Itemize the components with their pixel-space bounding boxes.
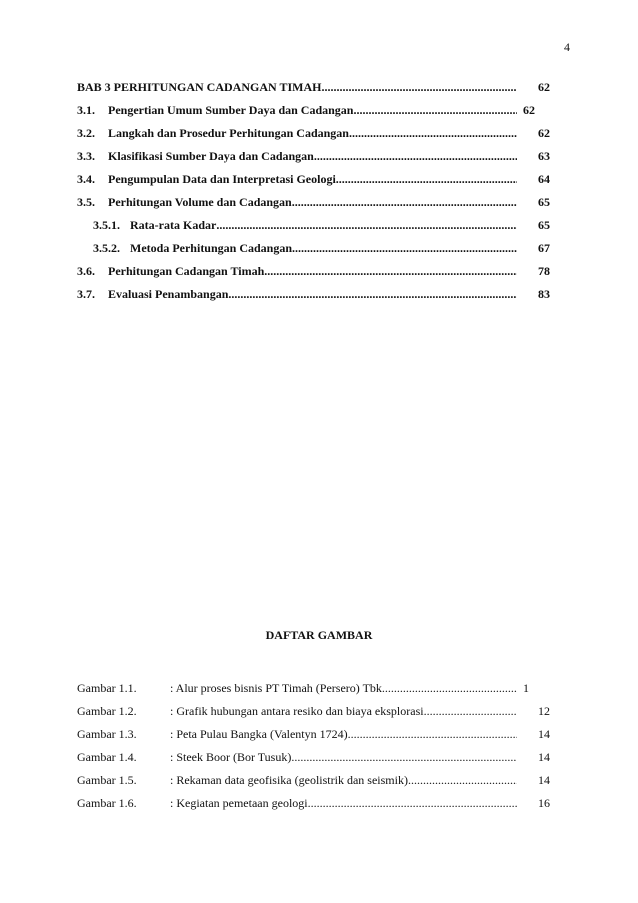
toc-entry-page: 62: [538, 126, 550, 140]
toc-entry-number: 3.3.: [77, 149, 95, 163]
figure-leader-dots: [291, 750, 517, 765]
toc-entry-number: 3.6.: [77, 264, 95, 278]
toc-entry-number: 3.5.2.: [93, 241, 120, 255]
toc-entry-title: Rata-rata Kadar: [130, 218, 217, 232]
figure-caption: : Peta Pulau Bangka (Valentyn 1724): [170, 727, 348, 741]
toc-entry-number: 3.5.: [77, 195, 95, 209]
toc-entry-title: BAB 3 PERHITUNGAN CADANGAN TIMAH: [77, 80, 322, 94]
toc-entry-3-5-2[interactable]: [93, 241, 550, 261]
toc-entry-title: Perhitungan Volume dan Cadangan: [108, 195, 292, 209]
figure-label: Gambar 1.1.: [77, 681, 137, 695]
figure-page: 14: [538, 727, 550, 741]
toc-entry-page: 65: [538, 218, 550, 232]
toc-entry-number: 3.1.: [77, 103, 95, 117]
figure-entry-1-5[interactable]: [77, 773, 550, 793]
toc-entry-3-5-1[interactable]: [93, 218, 550, 238]
toc-entry-number: 3.2.: [77, 126, 95, 140]
figure-page: 1: [523, 681, 529, 695]
figure-caption: : Grafik hubungan antara resiko dan biaya eksplorasi: [170, 704, 424, 718]
toc-leader-dots: [349, 126, 517, 141]
toc-leader-dots: [216, 218, 517, 233]
toc-leader-dots: [353, 103, 517, 118]
toc-entry-title: Perhitungan Cadangan Timah: [108, 264, 265, 278]
toc-leader-dots: [264, 264, 517, 279]
figure-entry-1-6[interactable]: [77, 796, 550, 816]
toc-entry-3-1[interactable]: [77, 103, 550, 123]
figure-caption: : Rekaman data geofisika (geolistrik dan seismik): [170, 773, 408, 787]
toc-entry-3-6[interactable]: [77, 264, 550, 284]
figure-label: Gambar 1.3.: [77, 727, 137, 741]
toc-entry-3-3[interactable]: [77, 149, 550, 169]
toc-entry-title: Evaluasi Penambangan: [108, 287, 229, 301]
toc-entry-3-5[interactable]: [77, 195, 550, 215]
figure-caption: : Steek Boor (Bor Tusuk): [170, 750, 292, 764]
toc-leader-dots: [292, 195, 517, 210]
toc-entry-page: 64: [538, 172, 550, 186]
toc-entry-page: 62: [523, 103, 535, 117]
toc-entry-page: 65: [538, 195, 550, 209]
figure-leader-dots: [308, 796, 517, 811]
toc-entry-3-2[interactable]: [77, 126, 550, 146]
toc-entry-page: 63: [538, 149, 550, 163]
figure-label: Gambar 1.2.: [77, 704, 137, 718]
figure-entry-1-2[interactable]: [77, 704, 550, 724]
toc-entry-number: 3.4.: [77, 172, 95, 186]
toc-entry-title: Pengumpulan Data dan Interpretasi Geologi: [108, 172, 336, 186]
toc-entry-3-4[interactable]: [77, 172, 550, 192]
toc-entry-number: 3.7.: [77, 287, 95, 301]
toc-leader-dots: [314, 149, 517, 164]
toc-entry-number: 3.5.1.: [93, 218, 120, 232]
figure-page: 16: [538, 796, 550, 810]
toc-entry-bab3[interactable]: [77, 80, 550, 100]
figures-heading: DAFTAR GAMBAR: [265, 628, 373, 642]
figure-entry-1-3[interactable]: [77, 727, 550, 747]
toc-entry-title: Langkah dan Prosedur Perhitungan Cadangan: [108, 126, 349, 140]
figure-label: Gambar 1.5.: [77, 773, 137, 787]
toc-entry-title: Klasifikasi Sumber Daya dan Cadangan: [108, 149, 314, 163]
figure-page: 14: [538, 750, 550, 764]
figure-label: Gambar 1.6.: [77, 796, 137, 810]
figure-leader-dots: [385, 681, 517, 696]
toc-entry-page: 78: [538, 264, 550, 278]
toc-leader-dots: [321, 80, 517, 95]
figure-leader-dots: [408, 773, 517, 788]
figure-page: 12: [538, 704, 550, 718]
toc-leader-dots: [292, 241, 517, 256]
figure-leader-dots: [424, 704, 517, 719]
figure-leader-dots: [348, 727, 517, 742]
figure-entry-1-1[interactable]: [77, 681, 550, 701]
toc-entry-page: 83: [538, 287, 550, 301]
toc-entry-page: 67: [538, 241, 550, 255]
toc-leader-dots: [228, 287, 517, 302]
toc-entry-3-7[interactable]: [77, 287, 550, 307]
figure-caption: : Kegiatan pemetaan geologi: [170, 796, 308, 810]
toc-leader-dots: [336, 172, 517, 187]
figure-page: 14: [538, 773, 550, 787]
figure-entry-1-4[interactable]: [77, 750, 550, 770]
figure-label: Gambar 1.4.: [77, 750, 137, 764]
figure-caption: : Alur proses bisnis PT Timah (Persero) Tbk.: [170, 681, 385, 695]
toc-entry-title: Metoda Perhitungan Cadangan: [130, 241, 293, 255]
toc-entry-page: 62: [538, 80, 550, 94]
page-number: 4: [564, 40, 570, 54]
toc-entry-title: Pengertian Umum Sumber Daya dan Cadangan: [108, 103, 354, 117]
